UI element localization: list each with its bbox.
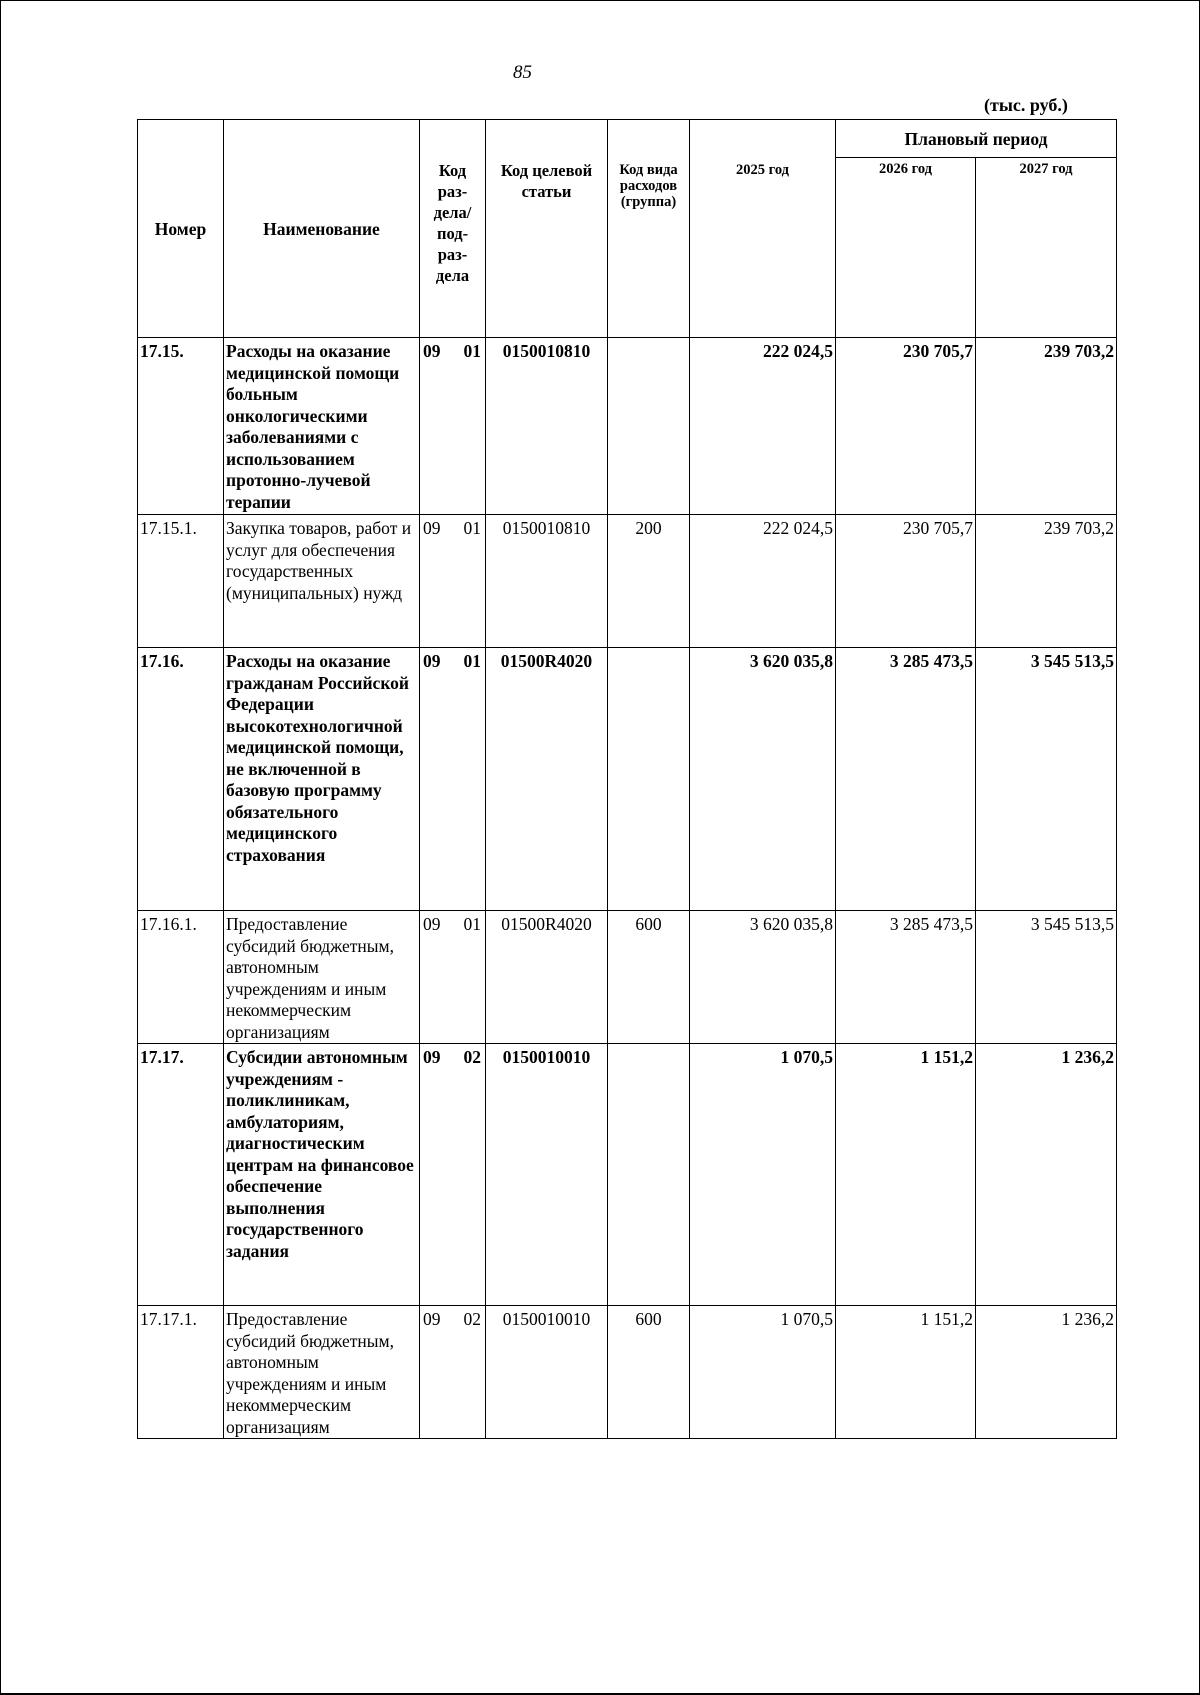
header-year-2026: 2026 год xyxy=(836,158,976,338)
row-expense-type: 600 xyxy=(608,911,690,1044)
row-2027: 239 703,2 xyxy=(976,515,1117,648)
row-number: 17.15.1. xyxy=(138,515,224,648)
row-section-code xyxy=(420,338,486,515)
row-2027: 3 545 513,5 xyxy=(976,648,1117,911)
row-name: Предоставление субсидий бюджетным, автономным учреждениям и иным некоммерческим организациям xyxy=(224,911,420,1044)
header-target-code: Код целевой статьи xyxy=(486,120,608,338)
row-section: 09 xyxy=(423,914,441,934)
budget-table xyxy=(137,119,1117,1439)
table-row xyxy=(138,1044,1117,1306)
row-2027: 3 545 513,5 xyxy=(976,911,1117,1044)
row-subsection: 01 xyxy=(463,651,481,671)
row-2025: 1 070,5 xyxy=(690,1306,836,1439)
header-expense-type: Код вида расходов (группа) xyxy=(608,120,690,338)
header-year-2027: 2027 год xyxy=(976,158,1117,338)
row-2025: 222 024,5 xyxy=(690,515,836,648)
row-target-code: 0150010810 xyxy=(486,338,608,515)
header-name: Наименование xyxy=(224,120,420,338)
header-section-code-line: раз- xyxy=(437,245,468,264)
row-subsection: 01 xyxy=(463,518,481,538)
row-section: 09 xyxy=(423,651,441,671)
row-subsection: 02 xyxy=(463,1047,481,1067)
row-2026: 230 705,7 xyxy=(836,338,976,515)
row-expense-type: 600 xyxy=(608,1306,690,1439)
row-section: 09 xyxy=(423,1047,441,1067)
row-target-code: 01500R4020 xyxy=(486,648,608,911)
row-name: Предоставление субсидий бюджетным, автономным учреждениям и иным некоммерческим организациям xyxy=(224,1306,420,1439)
row-number: 17.16. xyxy=(138,648,224,911)
row-expense-type: 200 xyxy=(608,515,690,648)
header-section-code-line: под- xyxy=(436,224,469,243)
row-subsection: 01 xyxy=(463,914,481,934)
header-year-2025: 2025 год xyxy=(690,120,836,338)
row-section-code xyxy=(420,1044,486,1306)
row-target-code: 0150010810 xyxy=(486,515,608,648)
row-2025: 3 620 035,8 xyxy=(690,648,836,911)
table-row xyxy=(138,911,1117,1044)
table-row xyxy=(138,1306,1117,1439)
row-number: 17.16.1. xyxy=(138,911,224,1044)
row-2026: 1 151,2 xyxy=(836,1044,976,1306)
header-section-code-line: дела xyxy=(435,266,470,285)
header-number: Номер xyxy=(138,120,224,338)
table-row xyxy=(138,338,1117,515)
row-2027: 1 236,2 xyxy=(976,1306,1117,1439)
page-number: 85 xyxy=(513,62,532,83)
header-section-code xyxy=(420,120,486,338)
row-number: 17.17.1. xyxy=(138,1306,224,1439)
row-2026: 230 705,7 xyxy=(836,515,976,648)
row-section: 09 xyxy=(423,1309,441,1329)
row-name: Расходы на оказание гражданам Российской Федерации высокотехнологичной медицинской помощи, не включенной в базовую программу обязательного медицинского страхования xyxy=(224,648,420,911)
header-section-code-line: раз- xyxy=(437,182,468,201)
row-2027: 1 236,2 xyxy=(976,1044,1117,1306)
row-subsection: 01 xyxy=(463,341,481,361)
row-section-code xyxy=(420,911,486,1044)
units-label: (тыс. руб.) xyxy=(984,95,1068,115)
row-section: 09 xyxy=(423,341,441,361)
row-section-code xyxy=(420,1306,486,1439)
row-2025: 1 070,5 xyxy=(690,1044,836,1306)
table-row xyxy=(138,515,1117,648)
row-expense-type xyxy=(608,648,690,911)
header-planned-period: Плановый период xyxy=(836,120,1117,158)
row-2026: 3 285 473,5 xyxy=(836,648,976,911)
row-name: Субсидии автономным учреждениям - поликлиникам, амбулаториям, диагностическим центрам на финансовое обеспечение выполнения государственного задания xyxy=(224,1044,420,1306)
row-expense-type xyxy=(608,1044,690,1306)
row-section-code xyxy=(420,515,486,648)
row-2025: 3 620 035,8 xyxy=(690,911,836,1044)
row-section-code xyxy=(420,648,486,911)
row-target-code: 0150010010 xyxy=(486,1044,608,1306)
row-subsection: 02 xyxy=(463,1309,481,1329)
row-2026: 3 285 473,5 xyxy=(836,911,976,1044)
row-number: 17.17. xyxy=(138,1044,224,1306)
table-row xyxy=(138,648,1117,911)
header-section-code-line: Код xyxy=(438,161,467,180)
row-2025: 222 024,5 xyxy=(690,338,836,515)
row-target-code: 0150010010 xyxy=(486,1306,608,1439)
row-section: 09 xyxy=(423,518,441,538)
row-name: Расходы на оказание медицинской помощи больным онкологическими заболеваниями с использованием протонно-лучевой терапии xyxy=(224,338,420,515)
header-section-code-line: дела/ xyxy=(433,203,472,222)
row-number: 17.15. xyxy=(138,338,224,515)
row-expense-type xyxy=(608,338,690,515)
row-2027: 239 703,2 xyxy=(976,338,1117,515)
row-2026: 1 151,2 xyxy=(836,1306,976,1439)
row-target-code: 01500R4020 xyxy=(486,911,608,1044)
row-name: Закупка товаров, работ и услуг для обеспечения государственных (муниципальных) нужд xyxy=(224,515,420,648)
